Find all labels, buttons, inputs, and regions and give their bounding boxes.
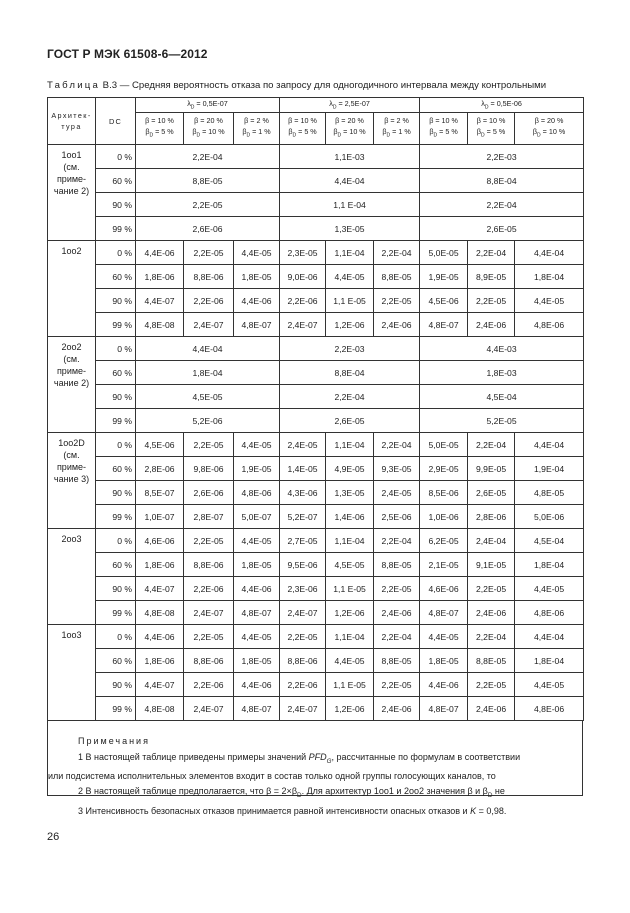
value-cell: 4,5E-05 [136, 385, 280, 409]
dc-cell: 60 % [96, 265, 136, 289]
value-cell: 1,4E-06 [326, 505, 374, 529]
dc-cell: 90 % [96, 577, 136, 601]
value-cell: 2,3E-06 [280, 577, 326, 601]
table-row [48, 241, 584, 265]
value-cell: 5,2E-06 [136, 409, 280, 433]
value-cell: 4,4E-05 [326, 649, 374, 673]
dc-cell: 99 % [96, 217, 136, 241]
value-cell: 4,8E-07 [234, 313, 280, 337]
value-cell: 2,4E-06 [374, 601, 420, 625]
value-cell: 2,4E-07 [184, 601, 234, 625]
value-cell: 2,2E-04 [468, 433, 515, 457]
value-cell: 1,1E-04 [326, 433, 374, 457]
value-cell: 1,0E-06 [420, 505, 468, 529]
table-row [48, 433, 584, 457]
header-beta-cell: β = 10 % $\beta_D = 5$ % [420, 113, 468, 145]
value-cell: 2,2E-06 [184, 577, 234, 601]
table-row [48, 481, 584, 505]
value-cell: 4,4E-04 [280, 169, 420, 193]
table-row [48, 577, 584, 601]
value-cell: 4,4E-05 [234, 625, 280, 649]
value-cell: 2,2E-06 [184, 289, 234, 313]
value-cell: 2,2E-04 [468, 241, 515, 265]
value-cell: 4,5E-06 [420, 289, 468, 313]
header-beta-cell: β = 20 % $\beta_D = 10$ % [515, 113, 584, 145]
value-cell: 2,2E-04 [468, 625, 515, 649]
value-cell: 1,4E-05 [280, 457, 326, 481]
architecture-cell: 1oo1 (см. приме- чание 2) [48, 145, 96, 241]
value-cell: 1,8E-05 [234, 649, 280, 673]
table-row [48, 505, 584, 529]
value-cell: 2,6E-06 [184, 481, 234, 505]
table-row [48, 289, 584, 313]
dc-cell: 90 % [96, 481, 136, 505]
notes-box [47, 720, 583, 816]
header-beta-cell: β = 2 % $\beta_D = 1$ % [234, 113, 280, 145]
value-cell: 8,8E-05 [136, 169, 280, 193]
value-cell: 1,8E-05 [234, 553, 280, 577]
note-line-1: 1 В настоящей таблице приведены примеры значений $PFD_G$, рассчитанные по формулам в соответствии [78, 751, 521, 765]
document-header: ГОСТ Р МЭК 61508-6—2012 [47, 47, 208, 61]
dc-cell: 0 % [96, 145, 136, 169]
value-cell: 9,1E-05 [468, 553, 515, 577]
value-cell: 2,4E-07 [184, 697, 234, 721]
value-cell: 4,8E-08 [136, 601, 184, 625]
dc-cell: 90 % [96, 289, 136, 313]
value-cell: 1,9E-05 [420, 265, 468, 289]
architecture-cell: 1oo3 [48, 625, 96, 721]
value-cell: 1,8E-04 [515, 649, 584, 673]
value-cell: 2,4E-06 [468, 697, 515, 721]
table-row [48, 529, 584, 553]
value-cell: 4,4E-07 [136, 289, 184, 313]
value-cell: 4,4E-05 [515, 289, 584, 313]
value-cell: 4,4E-06 [234, 577, 280, 601]
dc-cell: 0 % [96, 625, 136, 649]
value-cell: 2,4E-07 [280, 697, 326, 721]
value-cell: 4,4E-06 [234, 673, 280, 697]
dc-cell: 99 % [96, 505, 136, 529]
value-cell: 2,2E-05 [184, 529, 234, 553]
table-row [48, 193, 584, 217]
table-row [48, 553, 584, 577]
value-cell: 2,4E-05 [280, 433, 326, 457]
value-cell: 2,4E-06 [374, 313, 420, 337]
header-beta-cell: β = 10 % $\beta_D = 5$ % [280, 113, 326, 145]
value-cell: 4,8E-05 [515, 481, 584, 505]
value-cell: 4,8E-06 [515, 313, 584, 337]
value-cell: 2,2E-05 [184, 241, 234, 265]
table-row [48, 265, 584, 289]
value-cell: 8,8E-06 [184, 265, 234, 289]
value-cell: 8,8E-06 [184, 649, 234, 673]
header-beta-cell: β = 10 % $\beta_D = 5$ % [468, 113, 515, 145]
value-cell: 4,4E-06 [136, 241, 184, 265]
value-cell: 1,9E-04 [515, 457, 584, 481]
value-cell: 4,4E-05 [326, 265, 374, 289]
value-cell: 1,2E-06 [326, 697, 374, 721]
value-cell: 4,4E-06 [136, 625, 184, 649]
table-row [48, 385, 584, 409]
value-cell: 4,8E-07 [234, 697, 280, 721]
value-cell: 2,4E-06 [468, 313, 515, 337]
value-cell: 1,1 E-04 [280, 193, 420, 217]
table-row [48, 361, 584, 385]
value-cell: 2,4E-04 [468, 529, 515, 553]
note-line-2: или подсистема исполнительных элементов входит в состав только одной группы голосующих каналов, то [48, 770, 496, 781]
value-cell: 8,8E-04 [280, 361, 420, 385]
value-cell: 4,4E-05 [234, 529, 280, 553]
value-cell: 2,2E-05 [468, 673, 515, 697]
note-line-4: 3 Интенсивность безопасных отказов принимается равной интенсивности опасных отказов и K = 0,98. [78, 805, 507, 816]
value-cell: 2,6E-05 [420, 217, 584, 241]
dc-cell: 60 % [96, 457, 136, 481]
value-cell: 2,2E-04 [374, 433, 420, 457]
header-beta-cell: β = 20 % $\beta_D = 10$ % [184, 113, 234, 145]
header-beta-cell: β = 20 % $\beta_D = 10$ % [326, 113, 374, 145]
value-cell: 4,4E-04 [515, 625, 584, 649]
value-cell: 9,0E-06 [280, 265, 326, 289]
dc-cell: 90 % [96, 193, 136, 217]
value-cell: 5,0E-06 [515, 505, 584, 529]
value-cell: 2,2E-05 [280, 625, 326, 649]
value-cell: 1,8E-04 [136, 361, 280, 385]
value-cell: 8,5E-07 [136, 481, 184, 505]
value-cell: 4,4E-07 [136, 577, 184, 601]
dc-cell: 60 % [96, 649, 136, 673]
table-row [48, 409, 584, 433]
value-cell: 1,1E-04 [326, 529, 374, 553]
value-cell: 8,8E-05 [468, 649, 515, 673]
architecture-cell: 1oo2 [48, 241, 96, 337]
value-cell: 4,8E-08 [136, 697, 184, 721]
value-cell: 2,6E-05 [280, 409, 420, 433]
value-cell: 2,2E-05 [184, 433, 234, 457]
dc-cell: 99 % [96, 409, 136, 433]
value-cell: 1,8E-05 [234, 265, 280, 289]
value-cell: 4,4E-05 [234, 433, 280, 457]
value-cell: 1,8E-05 [420, 649, 468, 673]
value-cell: 1,8E-04 [515, 265, 584, 289]
table-row [48, 457, 584, 481]
value-cell: 4,4E-07 [136, 673, 184, 697]
dc-cell: 0 % [96, 337, 136, 361]
value-cell: 5,2E-05 [420, 409, 584, 433]
value-cell: 4,4E-04 [515, 241, 584, 265]
dc-cell: 0 % [96, 433, 136, 457]
value-cell: 5,0E-05 [420, 241, 468, 265]
value-cell: 2,9E-05 [420, 457, 468, 481]
value-cell: 8,8E-06 [184, 553, 234, 577]
value-cell: 2,2E-04 [420, 193, 584, 217]
table-row [48, 625, 584, 649]
dc-cell: 60 % [96, 169, 136, 193]
pfd-table [47, 97, 584, 721]
value-cell: 8,5E-06 [420, 481, 468, 505]
table-row [48, 145, 584, 169]
value-cell: 2,4E-05 [374, 481, 420, 505]
value-cell: 4,8E-07 [420, 313, 468, 337]
value-cell: 9,9E-05 [468, 457, 515, 481]
value-cell: 4,4E-05 [420, 625, 468, 649]
value-cell: 2,2E-03 [280, 337, 420, 361]
value-cell: 4,5E-06 [136, 433, 184, 457]
value-cell: 2,2E-04 [374, 529, 420, 553]
value-cell: 2,6E-05 [468, 481, 515, 505]
table-row [48, 337, 584, 361]
caption-prefix: Таблица [47, 80, 101, 91]
table-row [48, 697, 584, 721]
value-cell: 5,0E-05 [420, 433, 468, 457]
value-cell: 2,2E-06 [280, 673, 326, 697]
page-number: 26 [47, 831, 60, 843]
value-cell: 8,8E-05 [374, 265, 420, 289]
value-cell: 2,6E-06 [136, 217, 280, 241]
dc-cell: 99 % [96, 697, 136, 721]
value-cell: 2,3E-05 [280, 241, 326, 265]
value-cell: 1,1 E-05 [326, 577, 374, 601]
value-cell: 5,2E-07 [280, 505, 326, 529]
value-cell: 4,4E-04 [515, 433, 584, 457]
value-cell: 4,6E-06 [420, 577, 468, 601]
value-cell: 4,5E-05 [326, 553, 374, 577]
caption-text: В.3 — Средняя вероятность отказа по запросу для одногодичного интервала между контрольными [100, 80, 547, 91]
dc-cell: 0 % [96, 241, 136, 265]
table-body [48, 145, 584, 721]
value-cell: 2,2E-05 [136, 193, 280, 217]
table-row [48, 649, 584, 673]
header-dc: DC [96, 98, 136, 145]
value-cell: 2,4E-07 [280, 313, 326, 337]
header-lambda-group: $\lambda_D = 2,5E-07$ [280, 98, 420, 113]
value-cell: 4,4E-03 [420, 337, 584, 361]
value-cell: 1,1 E-05 [326, 673, 374, 697]
value-cell: 2,2E-04 [280, 385, 420, 409]
value-cell: 4,6E-06 [136, 529, 184, 553]
notes-title: Примечания [78, 736, 150, 746]
value-cell: 1,2E-06 [326, 313, 374, 337]
value-cell: 1,1 E-05 [326, 289, 374, 313]
dc-cell: 90 % [96, 385, 136, 409]
value-cell: 2,2E-05 [184, 625, 234, 649]
value-cell: 4,4E-06 [234, 289, 280, 313]
value-cell: 8,8E-05 [374, 649, 420, 673]
value-cell: 2,4E-07 [280, 601, 326, 625]
value-cell: 2,2E-04 [374, 241, 420, 265]
architecture-cell: 2oo3 [48, 529, 96, 625]
header-architecture: Архитек- тура [48, 98, 96, 145]
value-cell: 8,8E-05 [374, 553, 420, 577]
value-cell: 1,8E-06 [136, 553, 184, 577]
value-cell: 2,2E-05 [468, 289, 515, 313]
value-cell: 2,2E-05 [374, 289, 420, 313]
value-cell: 1,9E-05 [234, 457, 280, 481]
value-cell: 8,8E-04 [420, 169, 584, 193]
value-cell: 2,4E-06 [468, 601, 515, 625]
value-cell: 2,5E-06 [374, 505, 420, 529]
header-lambda-group: $\lambda_D = 0,5E-07$ [136, 98, 280, 113]
value-cell: 4,5E-04 [515, 529, 584, 553]
dc-cell: 90 % [96, 673, 136, 697]
value-cell: 2,7E-05 [280, 529, 326, 553]
value-cell: 4,8E-07 [234, 601, 280, 625]
value-cell: 2,2E-06 [280, 289, 326, 313]
value-cell: 4,8E-07 [420, 601, 468, 625]
value-cell: 4,8E-06 [234, 481, 280, 505]
value-cell: 4,4E-05 [515, 673, 584, 697]
value-cell: 9,5E-06 [280, 553, 326, 577]
value-cell: 8,9E-05 [468, 265, 515, 289]
table-row [48, 217, 584, 241]
value-cell: 1,2E-06 [326, 601, 374, 625]
value-cell: 1,8E-03 [420, 361, 584, 385]
header-beta-cell: β = 10 % $\beta_D = 5$ % [136, 113, 184, 145]
value-cell: 4,4E-05 [515, 577, 584, 601]
architecture-cell: 1oo2D (см. приме- чание 3) [48, 433, 96, 529]
value-cell: 1,3E-05 [280, 217, 420, 241]
dc-cell: 60 % [96, 553, 136, 577]
value-cell: 2,8E-06 [468, 505, 515, 529]
value-cell: 4,3E-06 [280, 481, 326, 505]
value-cell: 2,2E-06 [184, 673, 234, 697]
value-cell: 1,8E-06 [136, 649, 184, 673]
value-cell: 4,8E-07 [420, 697, 468, 721]
dc-cell: 99 % [96, 313, 136, 337]
value-cell: 2,1E-05 [420, 553, 468, 577]
value-cell: 1,3E-05 [326, 481, 374, 505]
value-cell: 8,8E-06 [280, 649, 326, 673]
dc-cell: 0 % [96, 529, 136, 553]
dc-cell: 60 % [96, 361, 136, 385]
value-cell: 4,4E-06 [420, 673, 468, 697]
value-cell: 4,8E-06 [515, 697, 584, 721]
value-cell: 2,8E-07 [184, 505, 234, 529]
value-cell: 1,1E-04 [326, 625, 374, 649]
value-cell: 2,8E-06 [136, 457, 184, 481]
note-line-3: 2 В настоящей таблице предполагается, что $\beta = 2\times\beta_D$. Для архитектур 1oo1 и 2oo2 значения β и $\beta_D$ не [78, 786, 505, 800]
value-cell: 1,1E-03 [280, 145, 420, 169]
table-row [48, 313, 584, 337]
value-cell: 2,2E-05 [468, 577, 515, 601]
value-cell: 2,2E-04 [136, 145, 280, 169]
value-cell: 6,2E-05 [420, 529, 468, 553]
value-cell: 4,4E-04 [136, 337, 280, 361]
architecture-cell: 2oo2 (см. приме- чание 2) [48, 337, 96, 433]
table-row [48, 169, 584, 193]
value-cell: 1,0E-07 [136, 505, 184, 529]
value-cell: 4,4E-05 [234, 241, 280, 265]
table-row [48, 601, 584, 625]
value-cell: 2,2E-04 [374, 625, 420, 649]
value-cell: 1,8E-06 [136, 265, 184, 289]
value-cell: 5,0E-07 [234, 505, 280, 529]
header-beta-cell: β = 2 % $\beta_D = 1$ % [374, 113, 420, 145]
table-caption [47, 80, 587, 91]
value-cell: 4,5E-04 [420, 385, 584, 409]
value-cell: 4,8E-08 [136, 313, 184, 337]
value-cell: 4,8E-06 [515, 601, 584, 625]
value-cell: 9,8E-06 [184, 457, 234, 481]
value-cell: 4,9E-05 [326, 457, 374, 481]
value-cell: 9,3E-05 [374, 457, 420, 481]
value-cell: 2,2E-05 [374, 577, 420, 601]
value-cell: 1,8E-04 [515, 553, 584, 577]
dc-cell: 99 % [96, 601, 136, 625]
value-cell: 2,4E-07 [184, 313, 234, 337]
header-lambda-group: $\lambda_D = 0,5E-06$ [420, 98, 584, 113]
value-cell: 1,1E-04 [326, 241, 374, 265]
table-row [48, 673, 584, 697]
value-cell: 2,4E-06 [374, 697, 420, 721]
value-cell: 2,2E-05 [374, 673, 420, 697]
value-cell: 2,2E-03 [420, 145, 584, 169]
